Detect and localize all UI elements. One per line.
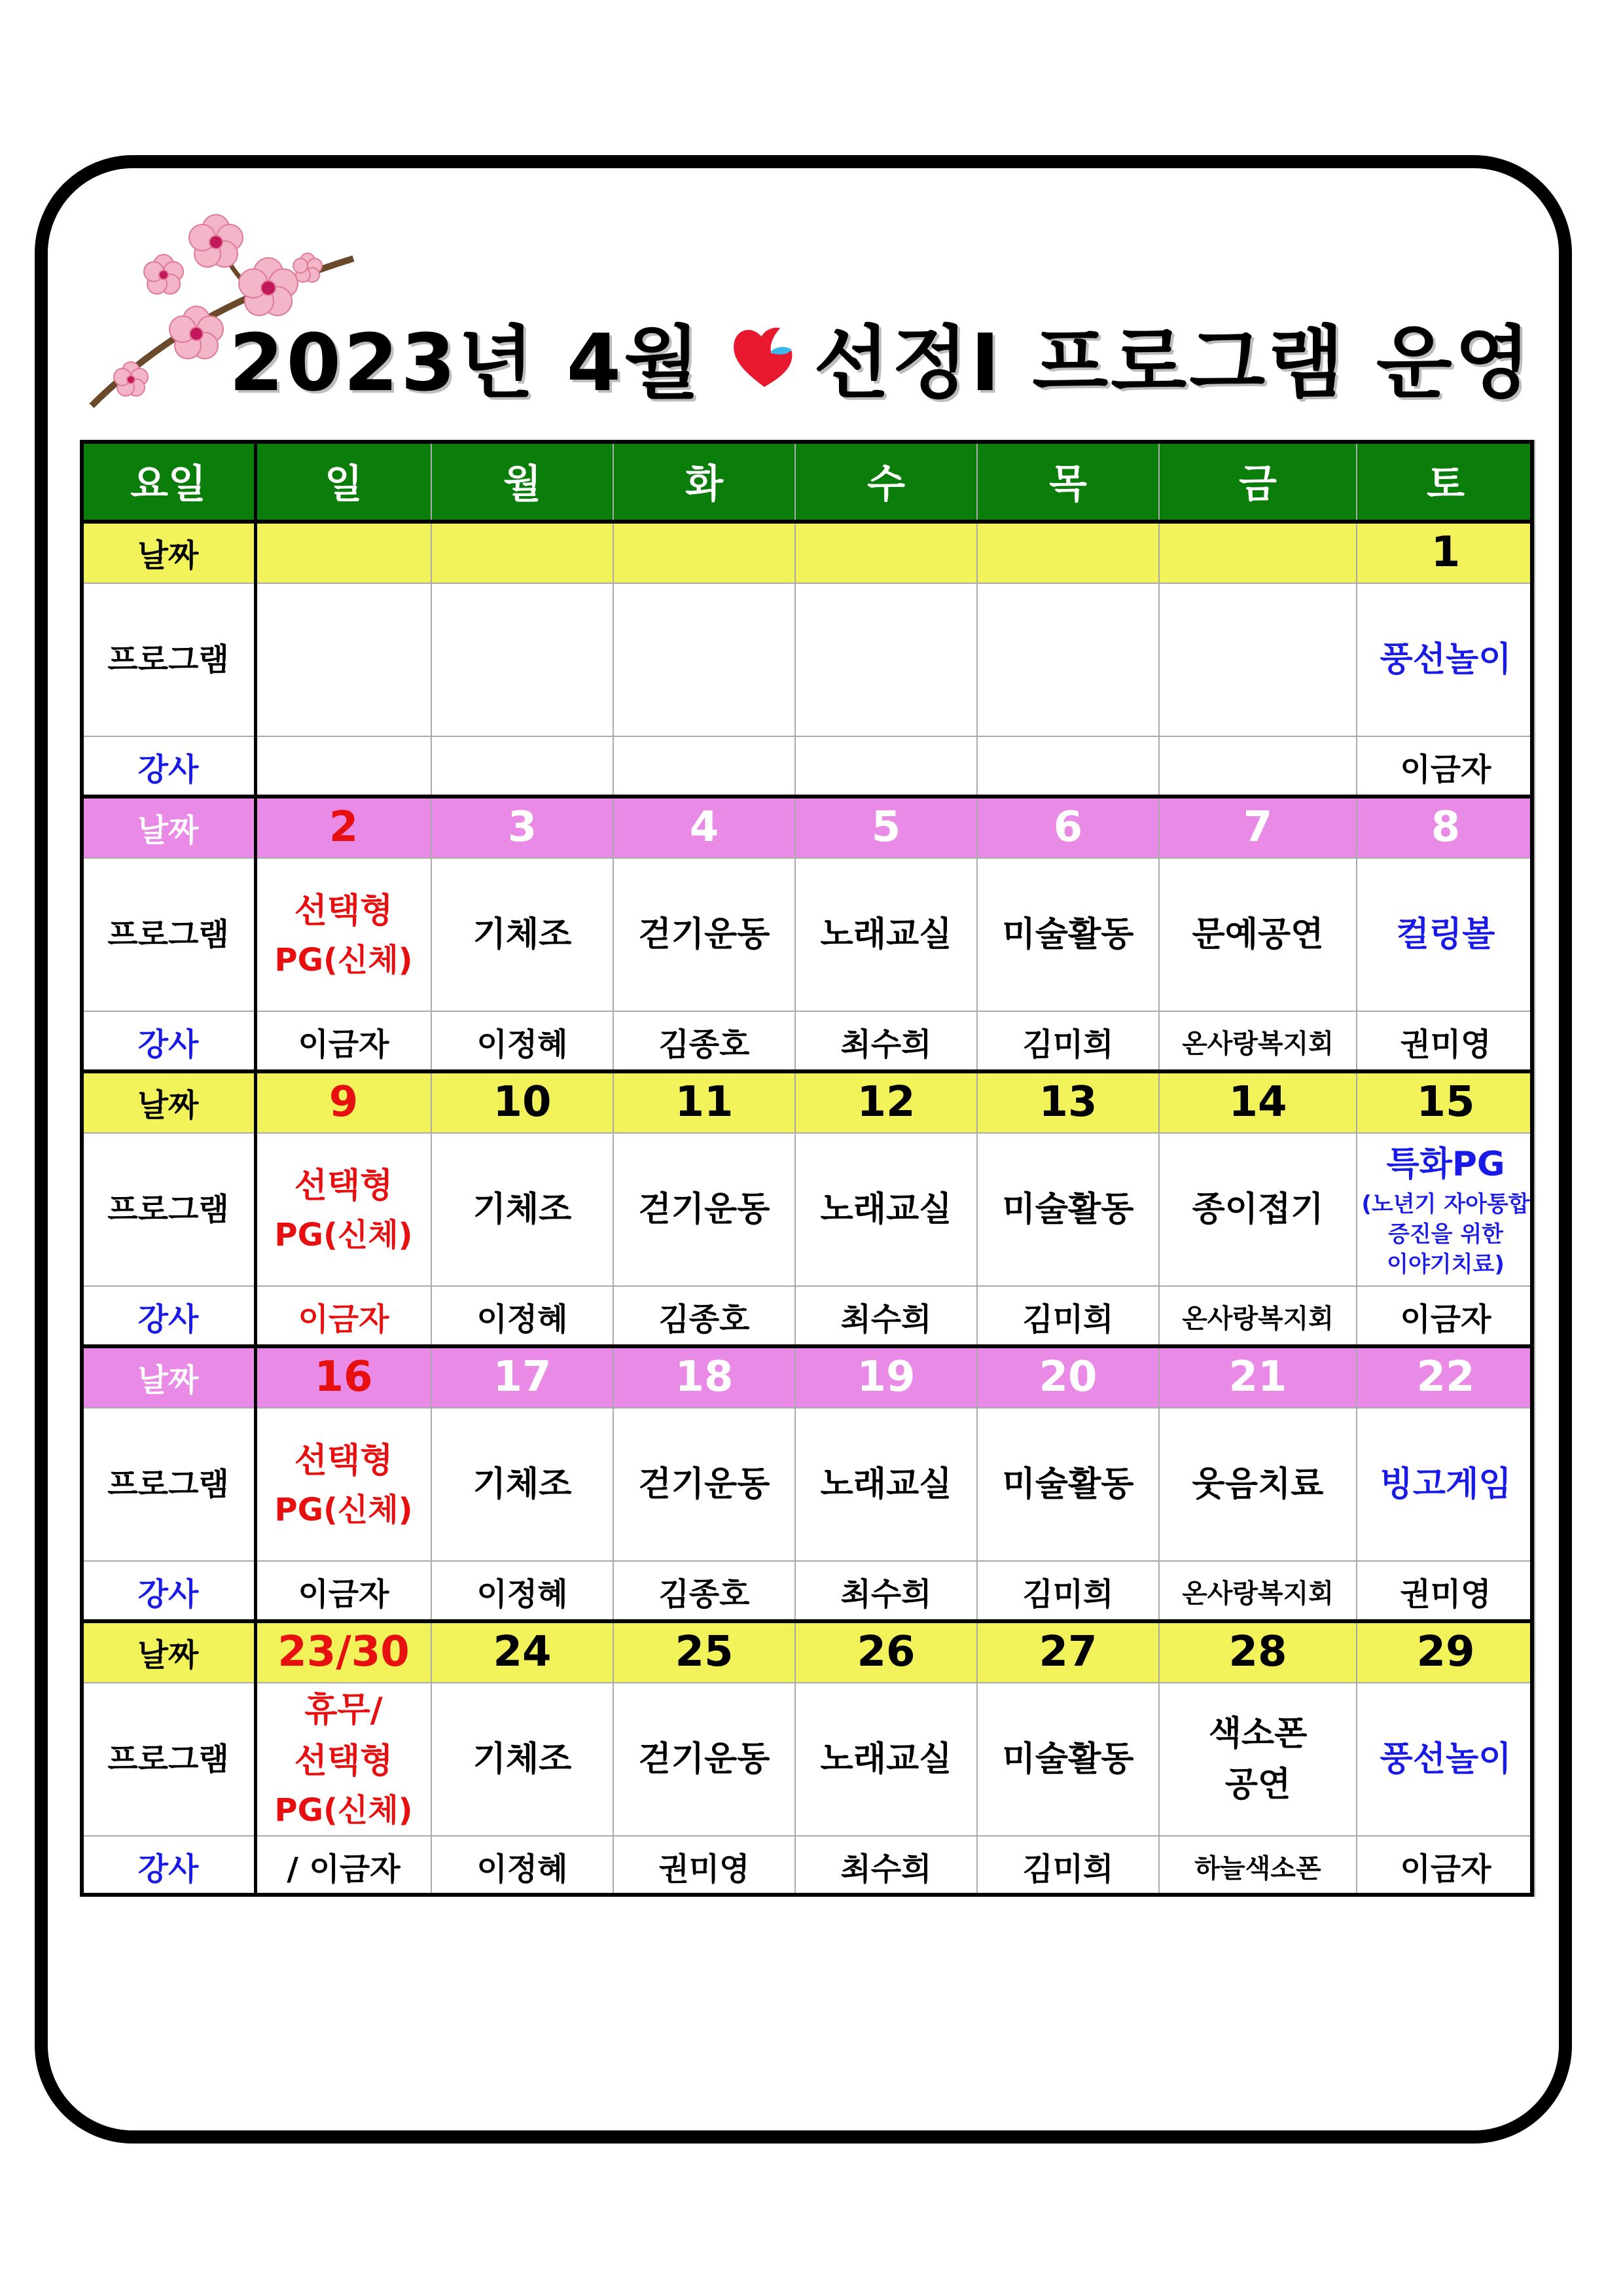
date-cell: 20 — [977, 1346, 1159, 1408]
date-cell — [256, 522, 431, 583]
program-row — [80, 1408, 1535, 1561]
instructor-cell — [613, 736, 795, 797]
instructor-cell: 김종호 — [613, 1561, 795, 1621]
program-cell: 걷기운동 — [613, 1683, 795, 1836]
date-cell: 13 — [977, 1071, 1159, 1133]
program-cell: 기체조 — [431, 1408, 613, 1561]
program-line: 선택형 — [294, 891, 393, 931]
date-cell: 16 — [256, 1346, 431, 1408]
program-cell — [256, 583, 431, 736]
instructor-row — [80, 1011, 1535, 1071]
program-cell: 빙고게임 — [1357, 1408, 1535, 1561]
instructor-cell: 권미영 — [1357, 1011, 1535, 1071]
program-cell: 걷기운동 — [613, 1408, 795, 1561]
date-cell: 11 — [613, 1071, 795, 1133]
label-column-separator — [254, 440, 257, 1897]
program-cell: 웃음치료 — [1159, 1408, 1357, 1561]
date-cell: 9 — [256, 1071, 431, 1133]
date-row — [80, 797, 1535, 858]
date-cell: 24 — [431, 1621, 613, 1683]
instructor-cell: 최수희 — [795, 1561, 977, 1621]
program-line: PG(신체) — [274, 1492, 413, 1528]
instructor-cell: 김종호 — [613, 1011, 795, 1071]
program-cell: 미술활동 — [977, 1683, 1159, 1836]
program-cell — [256, 1408, 431, 1561]
week-separator — [80, 1619, 1534, 1623]
date-cell: 17 — [431, 1346, 613, 1408]
date-cell: 26 — [795, 1621, 977, 1683]
instructor-cell: 김미희 — [977, 1286, 1159, 1346]
program-cell: 노래교실 — [795, 1133, 977, 1286]
program-cell — [256, 858, 431, 1011]
program-cell: 걷기운동 — [613, 858, 795, 1011]
program-line: 색소폰 — [1208, 1714, 1308, 1753]
instructor-cell: 김미희 — [977, 1561, 1159, 1621]
instructor-cell: 이금자 — [256, 1011, 431, 1071]
instructor-cell: 최수희 — [795, 1836, 977, 1896]
instructor-row — [80, 1561, 1535, 1621]
page-title — [229, 308, 1533, 409]
date-cell: 25 — [613, 1621, 795, 1683]
instructor-row-label: 강사 — [80, 1011, 256, 1071]
program-cell: 풍선놀이 — [1357, 583, 1535, 736]
date-cell: 22 — [1357, 1346, 1535, 1408]
date-cell: 4 — [613, 797, 795, 858]
instructor-cell: 이금자 — [1357, 1286, 1535, 1346]
header-day-sat: 토 — [1357, 440, 1535, 522]
date-cell: 21 — [1159, 1346, 1357, 1408]
program-cell: 종이접기 — [1159, 1133, 1357, 1286]
date-cell: 7 — [1159, 797, 1357, 858]
date-row — [80, 1621, 1535, 1683]
program-cell: 노래교실 — [795, 1408, 977, 1561]
date-cell — [1159, 522, 1357, 583]
instructor-cell — [977, 736, 1159, 797]
program-cell: 걷기운동 — [613, 1133, 795, 1286]
date-row — [80, 1346, 1535, 1408]
program-line: 휴무/ — [304, 1691, 383, 1730]
week-separator — [80, 795, 1534, 798]
date-row-label: 날짜 — [80, 522, 256, 583]
program-cell — [1159, 583, 1357, 736]
program-row-label: 프로그램 — [80, 1408, 256, 1561]
date-cell: 28 — [1159, 1621, 1357, 1683]
date-cell: 5 — [795, 797, 977, 858]
header-day-wed: 수 — [795, 440, 977, 522]
program-line: 선택형 — [294, 1742, 393, 1781]
heart-logo-icon — [728, 321, 800, 393]
program-cell: 기체조 — [431, 1683, 613, 1836]
header-day-tue: 화 — [613, 440, 795, 522]
date-cell: 6 — [977, 797, 1159, 858]
program-cell — [256, 1683, 431, 1836]
program-cell: 문예공연 — [1159, 858, 1357, 1011]
instructor-cell: 권미영 — [1357, 1561, 1535, 1621]
date-row-label: 날짜 — [80, 1071, 256, 1133]
title-program: 선정I 프로그램 운영 — [813, 318, 1533, 409]
program-cell: 컬링볼 — [1357, 858, 1535, 1011]
program-row — [80, 1133, 1535, 1286]
instructor-cell — [1159, 736, 1357, 797]
program-line: 선택형 — [294, 1441, 393, 1480]
program-cell — [613, 583, 795, 736]
program-row — [80, 583, 1535, 736]
instructor-cell: / 이금자 — [256, 1836, 431, 1896]
program-subtitle: 이야기치료) — [1387, 1251, 1505, 1278]
program-cell — [431, 583, 613, 736]
instructor-cell: 온사랑복지회 — [1159, 1286, 1357, 1346]
program-cell: 기체조 — [431, 1133, 613, 1286]
date-cell: 23/30 — [256, 1621, 431, 1683]
program-cell: 노래교실 — [795, 1683, 977, 1836]
date-cell: 15 — [1357, 1071, 1535, 1133]
header-day-fri: 금 — [1159, 440, 1357, 522]
instructor-cell: 김미희 — [977, 1011, 1159, 1071]
date-row-label: 날짜 — [80, 1346, 256, 1408]
date-cell — [977, 522, 1159, 583]
instructor-cell: 온사랑복지회 — [1159, 1561, 1357, 1621]
header-separator — [80, 520, 1534, 524]
program-cell: 미술활동 — [977, 1408, 1159, 1561]
program-cell: 풍선놀이 — [1357, 1683, 1535, 1836]
program-cell: 미술활동 — [977, 858, 1159, 1011]
program-cell: 기체조 — [431, 858, 613, 1011]
date-cell: 27 — [977, 1621, 1159, 1683]
program-calendar-table — [80, 440, 1535, 1897]
program-line: PG(신체) — [274, 942, 413, 978]
instructor-cell: 하늘색소폰 — [1159, 1836, 1357, 1896]
program-row-label: 프로그램 — [80, 858, 256, 1011]
program-line: PG(신체) — [274, 1792, 413, 1829]
instructor-cell: 이정혜 — [431, 1286, 613, 1346]
program-subtitle: 증진을 위한 — [1387, 1221, 1504, 1248]
date-cell: 29 — [1357, 1621, 1535, 1683]
instructor-cell: 온사랑복지회 — [1159, 1011, 1357, 1071]
date-cell: 2 — [256, 797, 431, 858]
date-cell: 8 — [1357, 797, 1535, 858]
program-row — [80, 1683, 1535, 1836]
instructor-row-label: 강사 — [80, 1836, 256, 1896]
instructor-cell: 최수희 — [795, 1011, 977, 1071]
date-cell: 12 — [795, 1071, 977, 1133]
instructor-cell: 김미희 — [977, 1836, 1159, 1896]
instructor-row-label: 강사 — [80, 1561, 256, 1621]
program-cell — [1159, 1683, 1357, 1836]
instructor-row — [80, 1286, 1535, 1346]
program-row-label: 프로그램 — [80, 583, 256, 736]
date-cell: 14 — [1159, 1071, 1357, 1133]
instructor-cell: 이정혜 — [431, 1561, 613, 1621]
week-separator — [80, 1344, 1534, 1348]
instructor-cell: 이금자 — [256, 1286, 431, 1346]
program-cell: 미술활동 — [977, 1133, 1159, 1286]
date-cell: 3 — [431, 797, 613, 858]
date-row — [80, 522, 1535, 583]
date-cell: 10 — [431, 1071, 613, 1133]
program-line: 특화PG — [1386, 1145, 1505, 1185]
instructor-cell: 김종호 — [613, 1286, 795, 1346]
header-day-sun: 일 — [256, 440, 431, 522]
date-row — [80, 1071, 1535, 1133]
instructor-cell: 최수희 — [795, 1286, 977, 1346]
instructor-cell: 이정혜 — [431, 1836, 613, 1896]
instructor-cell — [431, 736, 613, 797]
program-row-label: 프로그램 — [80, 1133, 256, 1286]
date-cell — [613, 522, 795, 583]
program-cell — [256, 1133, 431, 1286]
date-cell — [795, 522, 977, 583]
instructor-cell: 이금자 — [256, 1561, 431, 1621]
program-subtitle: (노년기 자아통합 — [1361, 1191, 1530, 1218]
instructor-row-label: 강사 — [80, 1286, 256, 1346]
program-cell — [977, 583, 1159, 736]
instructor-row-label: 강사 — [80, 736, 256, 797]
program-cell: 노래교실 — [795, 858, 977, 1011]
program-row-label: 프로그램 — [80, 1683, 256, 1836]
instructor-row — [80, 736, 1535, 797]
instructor-cell: 이정혜 — [431, 1011, 613, 1071]
program-line: 공연 — [1224, 1765, 1291, 1804]
instructor-row — [80, 1836, 1535, 1896]
date-row-label: 날짜 — [80, 1621, 256, 1683]
program-cell — [1357, 1133, 1535, 1286]
program-line: 선택형 — [294, 1166, 393, 1206]
weekday-header-row — [80, 440, 1535, 522]
instructor-cell: 이금자 — [1357, 736, 1535, 797]
date-cell: 1 — [1357, 522, 1535, 583]
instructor-cell — [256, 736, 431, 797]
program-row — [80, 858, 1535, 1011]
instructor-cell: 이금자 — [1357, 1836, 1535, 1896]
date-cell: 18 — [613, 1346, 795, 1408]
week-separator — [80, 1069, 1534, 1073]
header-label: 요일 — [80, 440, 256, 522]
header-day-thu: 목 — [977, 440, 1159, 522]
date-row-label: 날짜 — [80, 797, 256, 858]
program-cell — [795, 583, 977, 736]
date-cell: 19 — [795, 1346, 977, 1408]
header-day-mon: 월 — [431, 440, 613, 522]
title-date: 2023년 4월 — [229, 318, 703, 409]
date-cell — [431, 522, 613, 583]
instructor-cell — [795, 736, 977, 797]
instructor-cell: 권미영 — [613, 1836, 795, 1896]
program-line: PG(신체) — [274, 1217, 413, 1253]
